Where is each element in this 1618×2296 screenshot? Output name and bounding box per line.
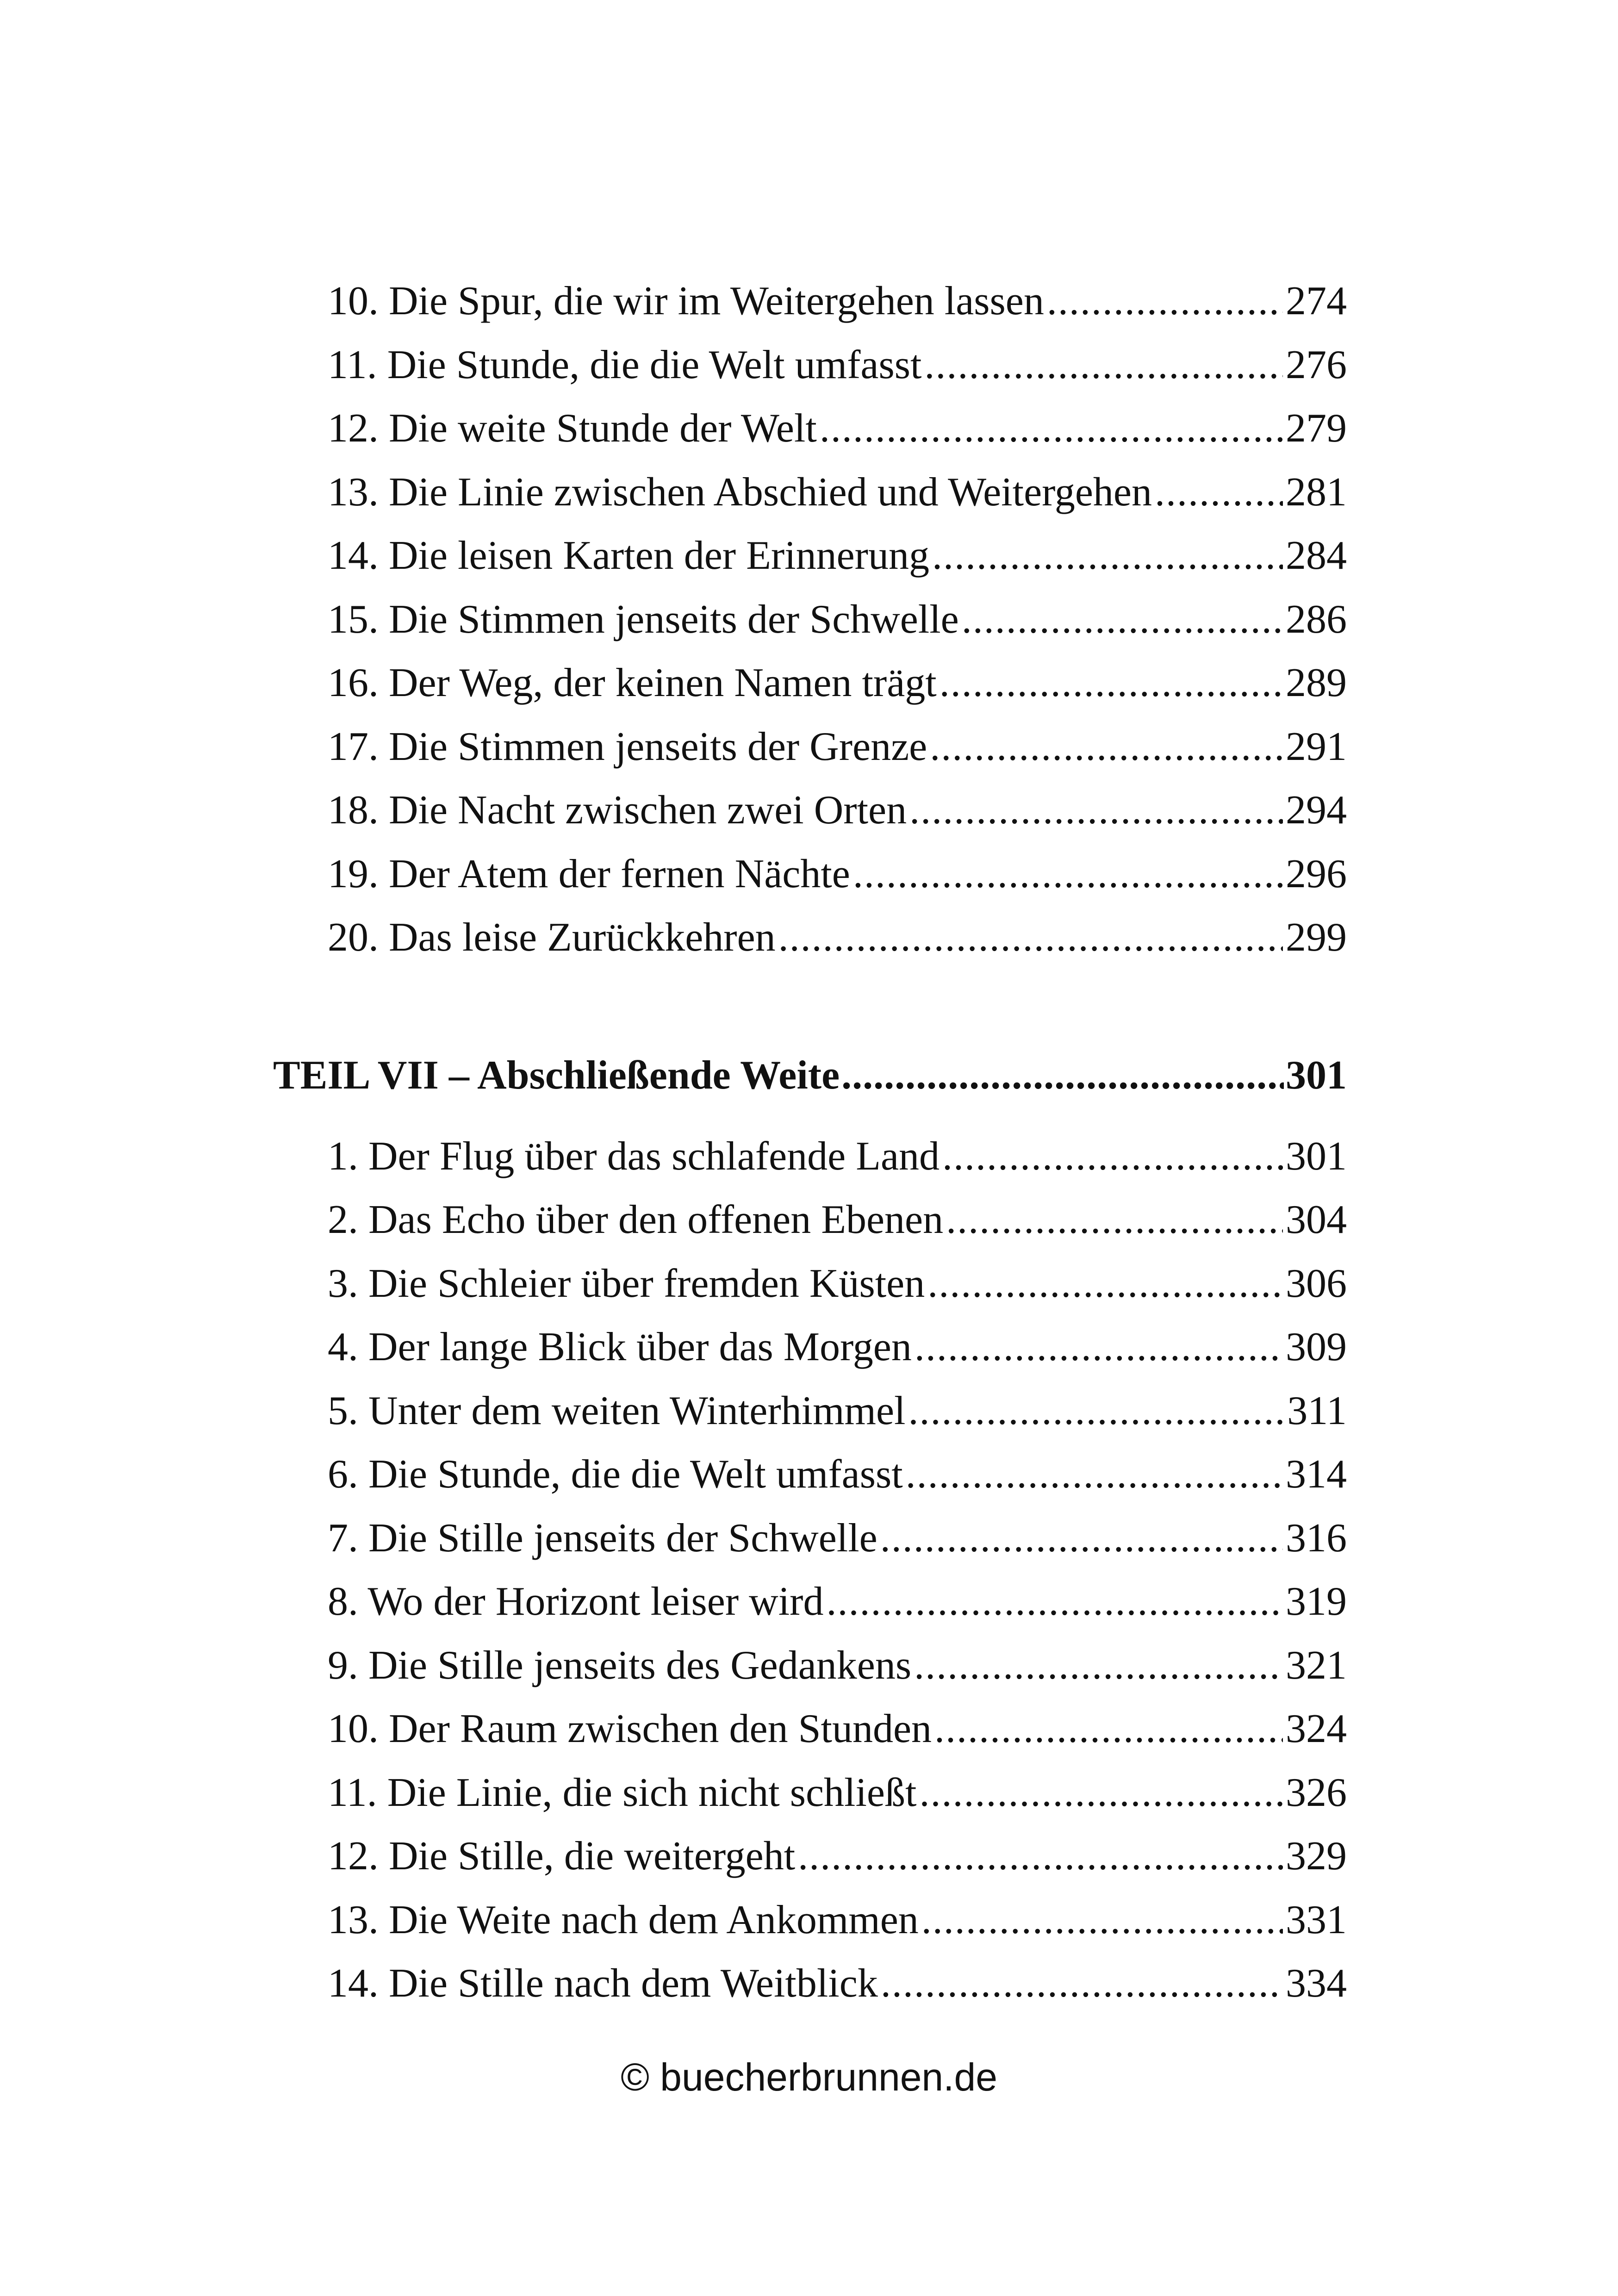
part7-entry-list — [273, 1125, 1347, 2016]
toc-entry-title: 16. Der Weg, der keinen Namen trägt — [328, 660, 937, 705]
toc-entry[interactable] — [328, 269, 1347, 333]
toc-entry-title: 1. Der Flug über das schlafende Land — [328, 1133, 940, 1179]
toc-entry-title: 19. Der Atem der fernen Nächte — [328, 851, 850, 896]
toc-entry-title: 11. Die Linie, die sich nicht schließt — [328, 1770, 917, 1815]
section-heading-page: 301 — [1286, 1052, 1347, 1098]
dot-leader — [820, 397, 1283, 460]
dot-leader — [919, 1761, 1283, 1825]
toc-entry[interactable] — [328, 1697, 1347, 1761]
dot-leader — [942, 1125, 1283, 1188]
dot-leader — [1155, 460, 1283, 524]
dot-leader — [934, 1697, 1283, 1761]
toc-entry[interactable] — [328, 1252, 1347, 1316]
toc-entry-page: 274 — [1286, 279, 1347, 324]
toc-entry-title: 8. Wo der Horizont leiser wird — [328, 1579, 824, 1624]
toc-entry[interactable] — [328, 715, 1347, 779]
dot-leader — [927, 1252, 1283, 1316]
toc-entry-page: 324 — [1286, 1706, 1347, 1751]
table-of-contents — [273, 269, 1347, 2016]
toc-entry[interactable] — [328, 1761, 1347, 1825]
toc-entry-page: 309 — [1286, 1325, 1347, 1369]
toc-entry[interactable] — [328, 906, 1347, 970]
dot-leader — [909, 1379, 1285, 1443]
toc-entry-title: 12. Die weite Stunde der Welt — [328, 406, 817, 451]
toc-entry[interactable] — [328, 588, 1347, 652]
toc-entry-page: 289 — [1286, 660, 1347, 705]
toc-entry-page: 326 — [1286, 1770, 1347, 1815]
toc-entry-page: 291 — [1286, 724, 1347, 769]
toc-entry[interactable] — [328, 1952, 1347, 2016]
toc-entry-title: 10. Die Spur, die wir im Weitergehen lassen — [328, 279, 1044, 324]
dot-leader — [932, 524, 1283, 588]
toc-entry-title: 6. Die Stunde, die die Welt umfasst — [328, 1452, 903, 1497]
dot-leader — [841, 1044, 1284, 1107]
toc-entry-page: 311 — [1287, 1388, 1347, 1433]
toc-entry-page: 276 — [1286, 342, 1347, 387]
toc-entry-title: 12. Die Stille, die weitergeht — [328, 1834, 796, 1879]
toc-entry-page: 319 — [1286, 1579, 1347, 1624]
toc-entry-title: 7. Die Stille jenseits der Schwelle — [328, 1515, 877, 1561]
toc-entry[interactable] — [328, 524, 1347, 588]
toc-entry-page: 331 — [1286, 1897, 1347, 1942]
dot-leader — [924, 333, 1283, 397]
toc-entry-page: 304 — [1286, 1197, 1347, 1242]
toc-entry[interactable] — [328, 1888, 1347, 1952]
toc-entry-title: 14. Die Stille nach dem Weitblick — [328, 1961, 878, 2006]
toc-entry[interactable] — [328, 651, 1347, 715]
toc-entry-title: 20. Das leise Zurückkehren — [328, 915, 776, 960]
dot-leader — [826, 1570, 1283, 1634]
toc-entry[interactable] — [328, 1315, 1347, 1379]
toc-entry-page: 306 — [1286, 1261, 1347, 1306]
dot-leader — [946, 1188, 1283, 1252]
section-heading-title: TEIL VII – Abschließende Weite — [273, 1052, 840, 1098]
toc-entry[interactable] — [328, 1443, 1347, 1506]
dot-leader — [778, 906, 1283, 970]
toc-entry-page: 281 — [1286, 469, 1347, 515]
toc-entry-page: 334 — [1286, 1961, 1347, 2006]
section-heading[interactable] — [273, 1044, 1347, 1107]
toc-entry-title: 9. Die Stille jenseits des Gedankens — [328, 1643, 912, 1688]
toc-entry-page: 329 — [1286, 1834, 1347, 1879]
dot-leader — [940, 651, 1283, 715]
dot-leader — [930, 715, 1283, 779]
toc-entry-page: 301 — [1286, 1133, 1347, 1179]
dot-leader — [906, 1443, 1283, 1506]
toc-entry-page: 299 — [1286, 915, 1347, 960]
toc-entry-title: 10. Der Raum zwischen den Stunden — [328, 1706, 932, 1751]
dot-leader — [915, 1315, 1283, 1379]
toc-entry-page: 284 — [1286, 533, 1347, 578]
toc-entry-title: 18. Die Nacht zwischen zwei Orten — [328, 788, 907, 833]
toc-entry-page: 321 — [1286, 1643, 1347, 1688]
dot-leader — [880, 1506, 1283, 1570]
part6-entry-list — [273, 269, 1347, 970]
dot-leader — [921, 1888, 1283, 1952]
toc-entry[interactable] — [328, 778, 1347, 842]
toc-entry[interactable] — [328, 460, 1347, 524]
toc-entry-page: 294 — [1286, 788, 1347, 833]
toc-entry-page: 314 — [1286, 1452, 1347, 1497]
toc-entry-title: 5. Unter dem weiten Winterhimmel — [328, 1388, 906, 1433]
toc-entry-title: 11. Die Stunde, die die Welt umfasst — [328, 342, 922, 387]
toc-entry[interactable] — [328, 1188, 1347, 1252]
toc-entry[interactable] — [328, 333, 1347, 397]
copyright-footer: © buecherbrunnen.de — [621, 2055, 997, 2099]
toc-entry-page: 296 — [1286, 851, 1347, 896]
toc-entry[interactable] — [328, 1506, 1347, 1570]
toc-entry-title: 17. Die Stimmen jenseits der Grenze — [328, 724, 927, 769]
dot-leader — [1047, 269, 1283, 333]
toc-entry[interactable] — [328, 1570, 1347, 1634]
toc-entry[interactable] — [328, 1824, 1347, 1888]
toc-entry[interactable] — [328, 1634, 1347, 1698]
toc-entry-title: 3. Die Schleier über fremden Küsten — [328, 1261, 925, 1306]
dot-leader — [909, 778, 1283, 842]
dot-leader — [881, 1952, 1283, 2016]
toc-entry-title: 4. Der lange Blick über das Morgen — [328, 1325, 912, 1369]
dot-leader — [914, 1634, 1283, 1698]
toc-entry-page: 316 — [1286, 1515, 1347, 1561]
toc-entry-page: 286 — [1286, 597, 1347, 642]
toc-entry[interactable] — [328, 1125, 1347, 1188]
dot-leader — [798, 1824, 1283, 1888]
toc-entry-title: 14. Die leisen Karten der Erinnerung — [328, 533, 929, 578]
dot-leader — [853, 842, 1283, 906]
toc-entry-page: 279 — [1286, 406, 1347, 451]
toc-entry-title: 15. Die Stimmen jenseits der Schwelle — [328, 597, 959, 642]
toc-entry-title: 13. Die Weite nach dem Ankommen — [328, 1897, 919, 1942]
toc-entry[interactable] — [328, 842, 1347, 906]
toc-entry[interactable] — [328, 1379, 1347, 1443]
toc-entry-title: 13. Die Linie zwischen Abschied und Weitergehen — [328, 469, 1152, 515]
toc-entry[interactable] — [328, 397, 1347, 460]
dot-leader — [962, 588, 1283, 652]
toc-entry-title: 2. Das Echo über den offenen Ebenen — [328, 1197, 944, 1242]
